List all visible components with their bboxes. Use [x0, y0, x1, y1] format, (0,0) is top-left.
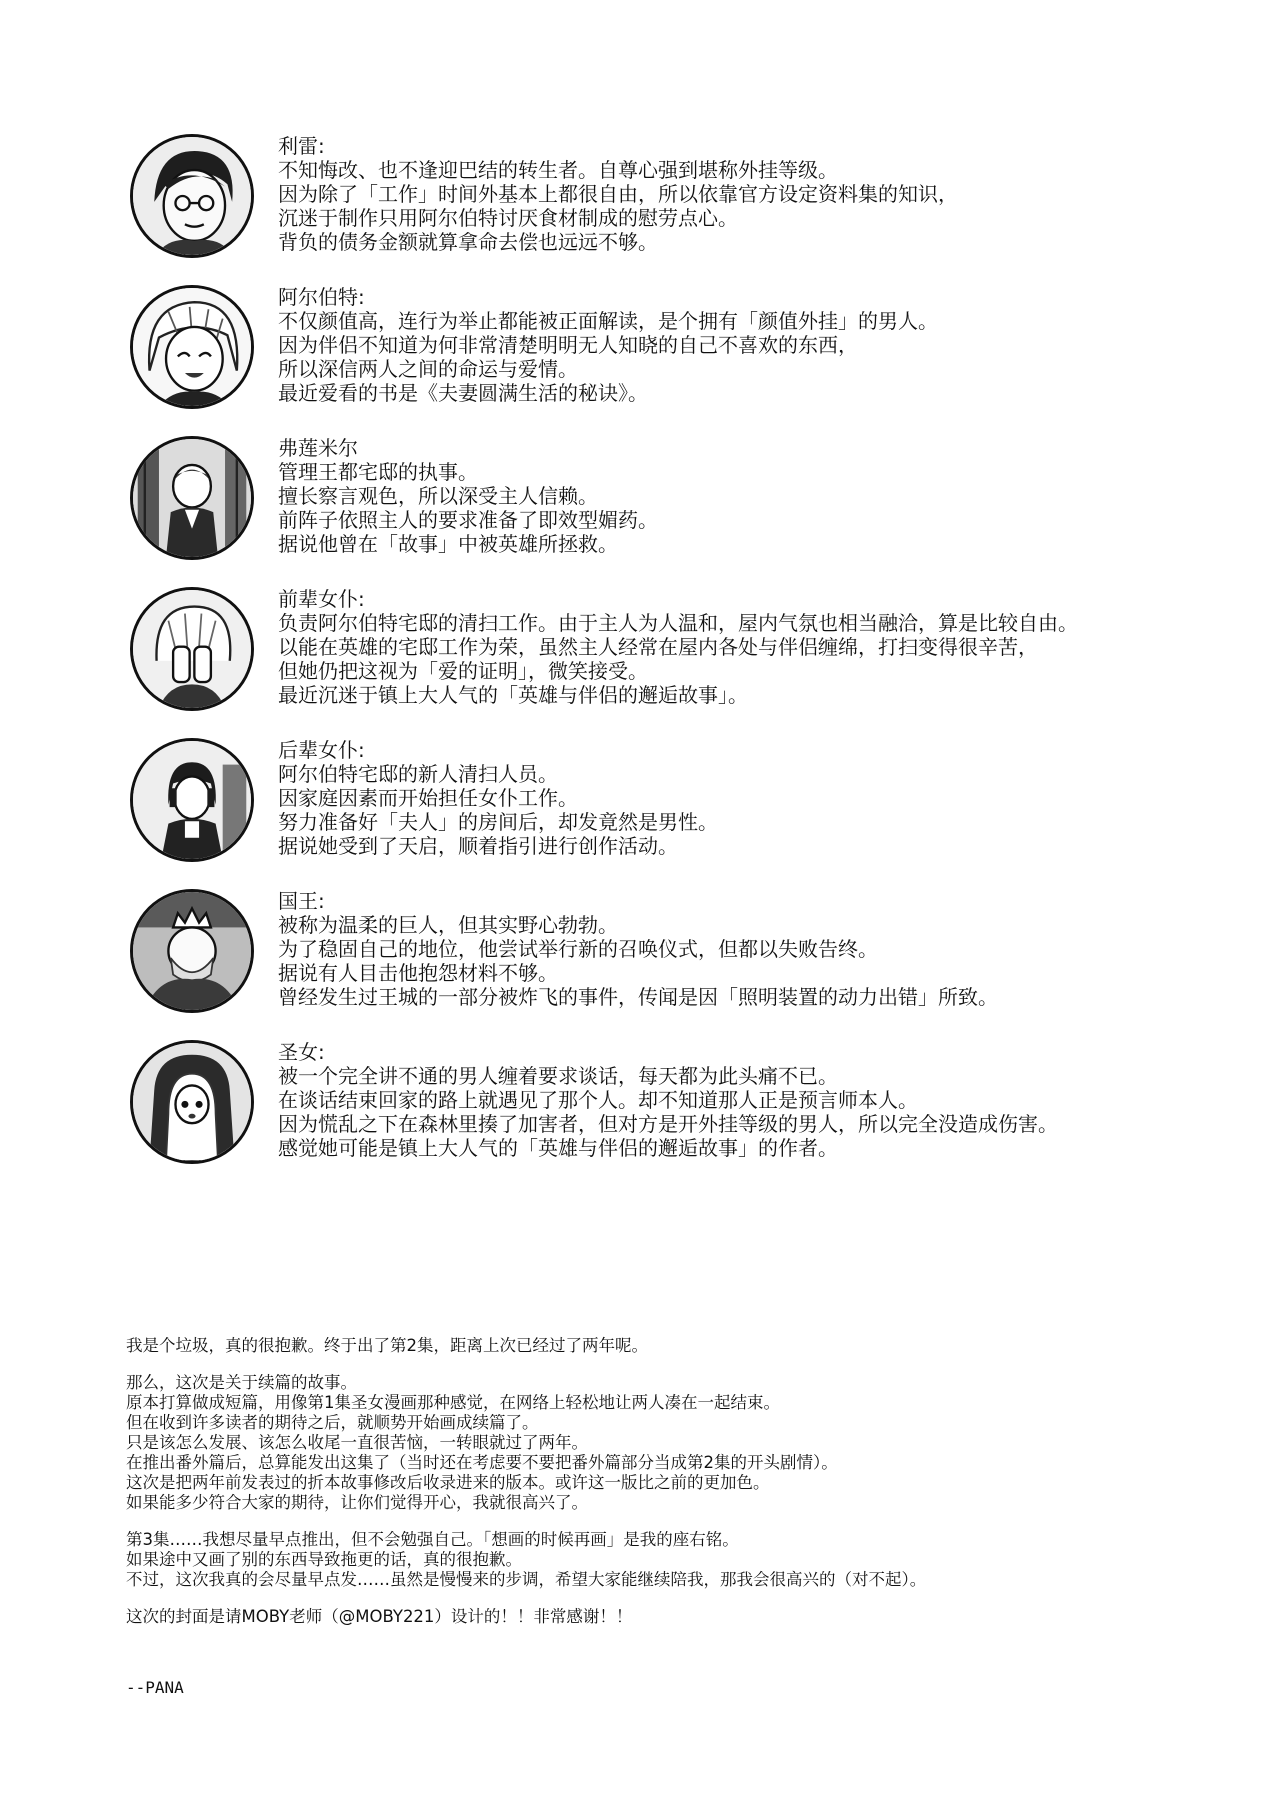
description-line: 前阵子依照主人的要求准备了即效型媚药。 [278, 508, 658, 532]
description-line: 但她仍把这视为「爱的证明」，微笑接受。 [278, 659, 648, 683]
description-line: 被一个完全讲不通的男人缠着要求谈话，每天都为此头痛不已。 [278, 1064, 838, 1088]
character-description [278, 913, 998, 1009]
description-line: 管理王都宅邸的执事。 [278, 460, 478, 484]
afterword-line: 如果能多少符合大家的期待，让你们觉得开心，我就很高兴了。 [126, 1493, 588, 1512]
character-portrait-icon [130, 436, 254, 560]
afterword-line: 不过，这次我真的会尽量早点发……虽然是慢慢来的步调，希望大家能继续陪我，那我会很高兴的（对不起）。 [126, 1570, 927, 1589]
description-line: 沉迷于制作只用阿尔伯特讨厌食材制成的慰劳点心。 [278, 206, 738, 230]
description-line: 不知悔改、也不逢迎巴结的转生者。自尊心强到堪称外挂等级。 [278, 158, 838, 182]
description-line: 因为除了「工作」时间外基本上都很自由，所以依靠官方设定资料集的知识， [278, 182, 958, 206]
description-line: 因为慌乱之下在森林里揍了加害者，但对方是开外挂等级的男人，所以完全没造成伤害。 [278, 1112, 1058, 1136]
description-line: 在谈话结束回家的路上就遇见了那个人。却不知道那人正是预言师本人。 [278, 1088, 918, 1112]
afterword-paragraph [126, 1336, 1246, 1356]
description-line: 被称为温柔的巨人，但其实野心勃勃。 [278, 913, 618, 937]
character-portrait-icon [130, 889, 254, 1013]
description-line: 感觉她可能是镇上大人气的「英雄与伴侣的邂逅故事」的作者。 [278, 1136, 838, 1160]
afterword-line: 第3集……我想尽量早点推出，但不会勉强自己。「想画的时候再画」是我的座右铭。 [126, 1530, 739, 1549]
afterword-line: 原本打算做成短篇，用像第1集圣女漫画那种感觉，在网络上轻松地让两人凑在一起结束。 [126, 1393, 780, 1412]
character-portrait-icon [130, 1040, 254, 1164]
description-line: 最近沉迷于镇上大人气的「英雄与伴侣的邂逅故事」。 [278, 683, 748, 707]
description-line: 据说他曾在「故事」中被英雄所拯救。 [278, 532, 618, 556]
character-entry [130, 1040, 1250, 1172]
afterword-line: 这次的封面是请MOBY老师（@MOBY221）设计的！！非常感谢！！ [126, 1607, 633, 1626]
description-line: 阿尔伯特宅邸的新人清扫人员。 [278, 762, 558, 786]
description-line: 所以深信两人之间的命运与爱情。 [278, 357, 578, 381]
character-portrait-icon [130, 134, 254, 258]
afterword-paragraph [126, 1607, 1246, 1627]
character-entry [130, 285, 1250, 417]
description-line: 据说她受到了天启，顺着指引进行创作活动。 [278, 834, 678, 858]
description-line: 为了稳固自己的地位，他尝试举行新的召唤仪式，但都以失败告终。 [278, 937, 878, 961]
character-entry [130, 587, 1250, 719]
afterword-line: 如果途中又画了别的东西导致拖更的话，真的很抱歉。 [126, 1550, 522, 1569]
description-line: 据说有人目击他抱怨材料不够。 [278, 961, 558, 985]
character-description [278, 1064, 1058, 1160]
description-line: 因为伴侣不知道为何非常清楚明明无人知晓的自己不喜欢的东西， [278, 333, 858, 357]
character-entry [130, 436, 1250, 568]
description-line: 背负的债务金额就算拿命去偿也远远不够。 [278, 230, 658, 254]
character-description [278, 762, 718, 858]
description-line: 曾经发生过王城的一部分被炸飞的事件，传闻是因「照明装置的动力出错」所致。 [278, 985, 998, 1009]
character-description [278, 158, 958, 254]
afterword-line: 那么，这次是关于续篇的故事。 [126, 1373, 357, 1392]
character-name: 利雷: [278, 134, 325, 158]
description-line: 负责阿尔伯特宅邸的清扫工作。由于主人为人温和，屋内气氛也相当融洽，算是比较自由。 [278, 611, 1078, 635]
character-description [278, 460, 658, 556]
afterword-line: 但在收到许多读者的期待之后，就顺势开始画成续篇了。 [126, 1413, 539, 1432]
description-line: 以能在英雄的宅邸工作为荣，虽然主人经常在屋内各处与伴侣缠绵，打扫变得很辛苦， [278, 635, 1038, 659]
character-entry [130, 134, 1250, 266]
character-name: 前辈女仆: [278, 587, 365, 611]
character-entry [130, 738, 1250, 870]
afterword-line: 我是个垃圾，真的很抱歉。终于出了第2集，距离上次已经过了两年呢。 [126, 1336, 648, 1355]
afterword-paragraph [126, 1530, 1246, 1590]
author-signature: --PANA [126, 1678, 184, 1697]
character-description [278, 611, 1078, 707]
character-entry [130, 889, 1250, 1021]
character-name: 阿尔伯特: [278, 285, 365, 309]
description-line: 擅长察言观色，所以深受主人信赖。 [278, 484, 598, 508]
character-name: 弗莲米尔 [278, 436, 358, 460]
character-portrait-icon [130, 738, 254, 862]
character-portrait-icon [130, 285, 254, 409]
character-name: 圣女: [278, 1040, 325, 1064]
afterword-line: 只是该怎么发展、该怎么收尾一直很苦恼，一转眼就过了两年。 [126, 1433, 588, 1452]
description-line: 不仅颜值高，连行为举止都能被正面解读，是个拥有「颜值外挂」的男人。 [278, 309, 938, 333]
character-description [278, 309, 938, 405]
character-name: 后辈女仆: [278, 738, 365, 762]
description-line: 因家庭因素而开始担任女仆工作。 [278, 786, 578, 810]
afterword-line: 这次是把两年前发表过的折本故事修改后收录进来的版本。或许这一版比之前的更加色。 [126, 1473, 770, 1492]
character-portrait-icon [130, 587, 254, 711]
afterword-paragraph [126, 1373, 1246, 1513]
afterword-line: 在推出番外篇后，总算能发出这集了（当时还在考虑要不要把番外篇部分当成第2集的开头剧情）。 [126, 1453, 838, 1472]
description-line: 努力准备好「夫人」的房间后，却发竟然是男性。 [278, 810, 718, 834]
afterword [126, 1336, 1246, 1644]
description-line: 最近爱看的书是《夫妻圆满生活的秘诀》。 [278, 381, 648, 405]
character-name: 国王: [278, 889, 325, 913]
